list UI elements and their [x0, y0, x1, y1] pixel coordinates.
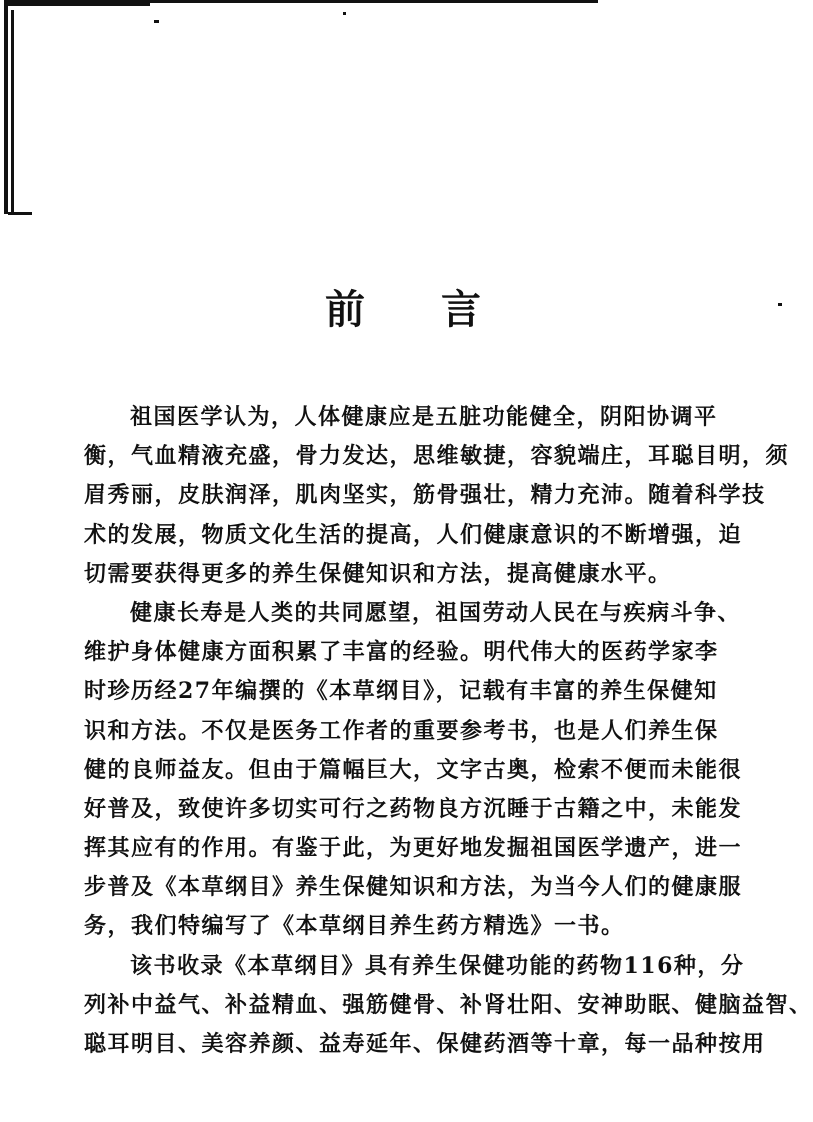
text-line: 术的发展，物质文化生活的提高，人们健康意识的不断增强，迫 — [84, 521, 743, 548]
text-line: 时珍历经27年编撰的《本草纲目》，记载有丰富的养生保健知 — [84, 678, 718, 705]
text-line: 好普及，致使许多切实可行之药物良方沉睡于古籍之中，未能发 — [84, 795, 743, 822]
text-line: 维护身体健康方面积累了丰富的经验。明代伟大的医药学家李 — [84, 639, 719, 666]
text-line: 衡，气血精液充盛，骨力发达，思维敏捷，容貌端庄，耳聪目明，须 — [84, 443, 790, 470]
text-line: 步普及《本草纲目》养生保健知识和方法，为当今人们的健康服 — [84, 874, 743, 901]
scan-border-left — [4, 0, 8, 214]
scan-border-tab — [4, 0, 150, 6]
text-line: 聪耳明目、美容养颜、益寿延年、保健药酒等十章，每一品种按用 — [84, 1031, 766, 1057]
text-line: 眉秀丽，皮肤润泽，肌肉坚实，筋骨强壮，精力充沛。随着科学技 — [84, 482, 766, 509]
page-title-first-char: 前 — [325, 287, 367, 333]
text-line: 该书收录《本草纲目》具有养生保健功能的药物116种，分 — [130, 952, 745, 979]
text-line: 祖国医学认为，人体健康应是五脏功能健全，阴阳协调平 — [130, 404, 718, 430]
text-line: 列补中益气、补益精血、强筋健骨、补肾壮阳、安神助眠、健脑益智、 — [84, 991, 813, 1018]
page-title — [0, 278, 808, 335]
text-line: 务，我们特编写了《本草纲目养生药方精选》一书。 — [84, 913, 625, 940]
scan-speck — [154, 20, 159, 23]
preface-body — [84, 398, 813, 1064]
scan-border-corner — [8, 212, 32, 215]
page-title-second-char: 言 — [441, 287, 483, 333]
scan-speck — [4, 104, 8, 107]
text-line: 健的良师益友。但由于篇幅巨大，文字古奥，检索不便而未能很 — [84, 756, 743, 783]
scan-speck — [343, 12, 346, 15]
text-line: 识和方法。不仅是医务工作者的重要参考书，也是人们养生保 — [84, 717, 719, 744]
text-line: 切需要获得更多的养生保健知识和方法，提高健康水平。 — [84, 560, 672, 587]
text-line: 挥其应有的作用。有鉴于此，为更好地发掘祖国医学遗产，进一 — [84, 835, 743, 862]
scan-border-left-inner — [11, 10, 14, 215]
text-line: 健康长寿是人类的共同愿望，祖国劳动人民在与疾病斗争、 — [130, 599, 742, 626]
